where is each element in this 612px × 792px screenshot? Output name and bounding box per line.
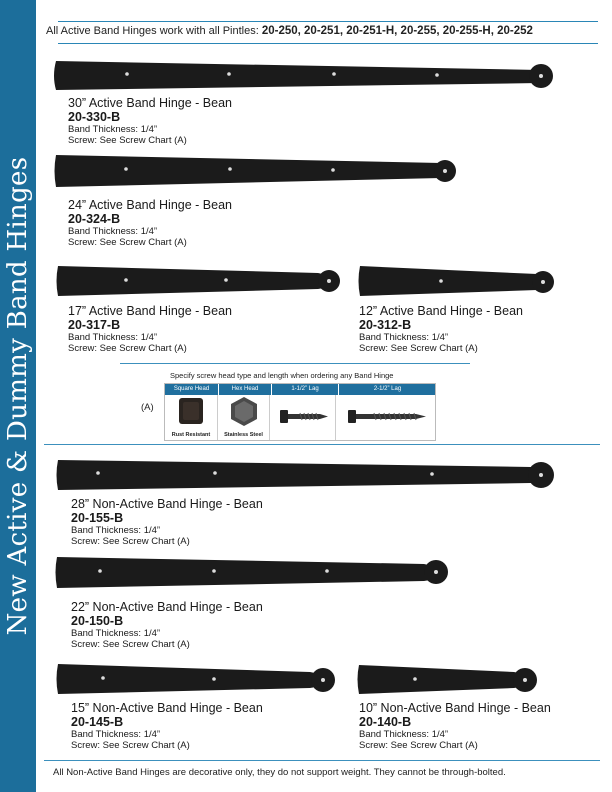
product-screw: Screw: See Screw Chart (A): [359, 739, 478, 751]
product-name: 10” Non-Active Band Hinge - Bean: [359, 701, 551, 715]
product-sku: 20-150-B: [71, 614, 124, 629]
header-lag-2-5: 2-1/2” Lag: [373, 386, 402, 392]
header-hex-head: Hex Head: [219, 384, 272, 395]
screw-chart-divider-top: [120, 363, 470, 364]
product-thickness: Band Thickness: 1/4”: [359, 728, 449, 740]
product-sku: 20-145-B: [71, 715, 124, 730]
square-head-caption: Rust Resistant: [171, 432, 211, 438]
hinge-30-active-image: [52, 56, 558, 96]
screw-chart: [164, 383, 436, 441]
footer-divider: [44, 760, 600, 761]
hex-head-screw-icon: [218, 395, 270, 431]
hex-head-cell: [218, 395, 270, 440]
product-name: 22” Non-Active Band Hinge - Bean: [71, 600, 263, 614]
product-thickness: Band Thickness: 1/4”: [68, 123, 158, 135]
product-12-active: [359, 304, 523, 355]
product-name: 17” Active Band Hinge - Bean: [68, 304, 232, 318]
product-name: 12” Active Band Hinge - Bean: [359, 304, 523, 318]
square-head-cell: [165, 395, 218, 440]
product-screw: Screw: See Screw Chart (A): [71, 638, 190, 650]
hinge-12-active-image: [357, 263, 559, 301]
lag-screw-long-icon: [336, 395, 433, 440]
lag-2-5-cell: [336, 395, 433, 440]
header-lag-1-5: 1-1/2” Lag: [272, 384, 339, 395]
product-screw: Screw: See Screw Chart (A): [68, 342, 187, 354]
product-screw: Screw: See Screw Chart (A): [71, 535, 190, 547]
product-sku: 20-324-B: [68, 212, 121, 227]
hex-head-caption: Stainless Steel: [224, 432, 263, 438]
product-name: 28” Non-Active Band Hinge - Bean: [71, 497, 263, 511]
product-screw: Screw: See Screw Chart (A): [71, 739, 190, 751]
hinge-28-nonactive-image: [55, 455, 557, 495]
product-28-nonactive: [71, 497, 263, 548]
header-divider: [58, 43, 598, 44]
product-15-nonactive: [71, 701, 263, 752]
product-17-active: [68, 304, 232, 355]
screw-chart-header: [165, 384, 435, 395]
screw-chart-note: Specify screw head type and length when ordering any Band Hinge: [170, 371, 394, 380]
hinge-17-active-image: [55, 261, 343, 301]
hinge-22-nonactive-image: [54, 553, 454, 593]
product-screw: Screw: See Screw Chart (A): [359, 342, 478, 354]
product-24-active: [68, 198, 232, 249]
footer-note: All Non-Active Band Hinges are decorative only, they do not support weight. They cannot be through-bolted.: [53, 767, 506, 778]
product-sku: 20-155-B: [71, 511, 124, 526]
product-thickness: Band Thickness: 1/4”: [71, 627, 161, 639]
product-name: 15” Non-Active Band Hinge - Bean: [71, 701, 263, 715]
pintle-note-text: All Active Band Hinges work with all Pintles:: [46, 25, 259, 37]
sidebar: [0, 0, 36, 792]
hinge-10-nonactive-image: [356, 660, 546, 700]
product-name: 30” Active Band Hinge - Bean: [68, 96, 232, 110]
product-22-nonactive: [71, 600, 263, 651]
top-divider: [58, 21, 598, 22]
product-thickness: Band Thickness: 1/4”: [68, 331, 158, 343]
product-sku: 20-317-B: [68, 318, 121, 333]
lag-screw-short-icon: [270, 395, 336, 440]
pintle-compatibility-note: [46, 25, 533, 37]
product-sku: 20-140-B: [359, 715, 412, 730]
hinge-24-active-image: [53, 152, 463, 190]
section-divider: [44, 444, 600, 445]
product-thickness: Band Thickness: 1/4”: [71, 524, 161, 536]
hinge-15-nonactive-image: [55, 660, 340, 700]
product-thickness: Band Thickness: 1/4”: [68, 225, 158, 237]
product-sku: 20-312-B: [359, 318, 412, 333]
product-screw: Screw: See Screw Chart (A): [68, 134, 187, 146]
product-screw: Screw: See Screw Chart (A): [68, 236, 187, 248]
square-head-screw-icon: [165, 395, 218, 431]
sidebar-title: New Active & Dummy Band Hinges: [3, 156, 33, 636]
product-sku: 20-330-B: [68, 110, 121, 125]
product-thickness: Band Thickness: 1/4”: [71, 728, 161, 740]
product-10-nonactive: [359, 701, 551, 752]
product-30-active: [68, 96, 232, 147]
screw-chart-label: (A): [141, 402, 154, 413]
pintle-list: 20-250, 20-251, 20-251-H, 20-255, 20-255-H, 20-252: [261, 25, 533, 37]
lag-1-5-cell: [270, 395, 336, 440]
product-thickness: Band Thickness: 1/4”: [359, 331, 449, 343]
product-name: 24” Active Band Hinge - Bean: [68, 198, 232, 212]
header-square-head: Square Head: [165, 384, 219, 395]
